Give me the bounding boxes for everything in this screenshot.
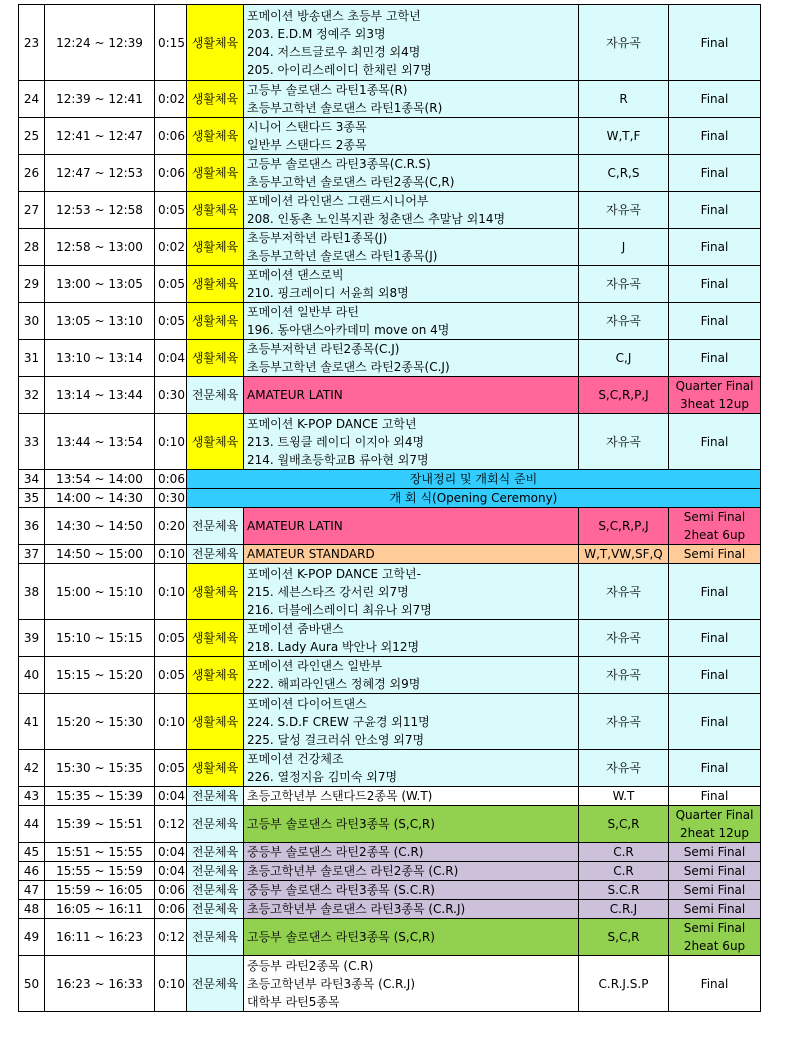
dance-codes: C.R	[579, 843, 669, 862]
duration: 0:04	[155, 787, 187, 806]
time-range: 15:59 ~ 16:05	[45, 881, 155, 900]
dance-codes: W,T,F	[579, 118, 669, 155]
time-range: 13:10 ~ 13:14	[45, 340, 155, 377]
round-line: Semi Final	[683, 845, 746, 859]
duration: 0:30	[155, 489, 187, 508]
category-badge: 전문체육	[187, 881, 244, 900]
round-cell	[669, 750, 761, 787]
category-badge: 생활체육	[187, 340, 244, 377]
table-row	[19, 620, 761, 657]
round-cell	[669, 545, 761, 564]
round-cell	[669, 303, 761, 340]
schedule-body	[19, 5, 761, 1012]
round-line: Final	[700, 92, 729, 106]
table-row	[19, 377, 761, 414]
banner-cell: 장내정리 및 개회식 준비	[187, 470, 761, 489]
event-description	[244, 806, 579, 843]
category-badge: 생활체육	[187, 657, 244, 694]
duration: 0:05	[155, 620, 187, 657]
row-number: 36	[19, 508, 45, 545]
category-badge: 생활체육	[187, 564, 244, 620]
round-line: Semi Final	[683, 883, 746, 897]
dance-codes: W,T,VW,SF,Q	[579, 545, 669, 564]
table-row	[19, 266, 761, 303]
table-row	[19, 956, 761, 1012]
round-line: Final	[700, 976, 729, 991]
round-cell	[669, 340, 761, 377]
time-range: 15:10 ~ 15:15	[45, 620, 155, 657]
table-row	[19, 470, 761, 489]
event-line: 초등부고학년 솔로댄스 라틴1종목(J)	[247, 249, 438, 263]
duration: 0:15	[155, 5, 187, 81]
event-description	[244, 340, 579, 377]
table-row	[19, 192, 761, 229]
event-description	[244, 5, 579, 81]
event-line: AMATEUR LATIN	[247, 519, 343, 533]
row-number: 28	[19, 229, 45, 266]
time-range: 15:00 ~ 15:10	[45, 564, 155, 620]
dance-codes: 자유곡	[579, 620, 669, 657]
event-line: 초등부고학년 솔로댄스 라틴2종목(C.J)	[247, 360, 450, 374]
event-line: 초등부저학년 라틴1종목(J)	[247, 231, 388, 245]
event-line: 초등고학년부 솔로댄스 라틴3종목 (C.R.J)	[247, 902, 466, 916]
round-line: Semi Final	[683, 902, 746, 916]
category-badge: 생활체육	[187, 192, 244, 229]
row-number: 32	[19, 377, 45, 414]
time-range: 16:05 ~ 16:11	[45, 900, 155, 919]
category-badge: 생활체육	[187, 750, 244, 787]
row-number: 23	[19, 5, 45, 81]
event-line: 214. 월배초등학교B 류아현 외7명	[247, 452, 429, 467]
round-cell	[669, 919, 761, 956]
event-line: 208. 인동촌 노인복지관 청춘댄스 추말남 외14명	[247, 212, 506, 226]
round-line: Final	[700, 434, 729, 449]
dance-codes: W.T	[579, 787, 669, 806]
duration: 0:05	[155, 192, 187, 229]
round-line: Final	[700, 714, 729, 729]
row-number: 37	[19, 545, 45, 564]
time-range: 14:30 ~ 14:50	[45, 508, 155, 545]
round-cell	[669, 5, 761, 81]
duration: 0:06	[155, 118, 187, 155]
event-description	[244, 881, 579, 900]
row-number: 26	[19, 155, 45, 192]
dance-codes: 자유곡	[579, 266, 669, 303]
row-number: 47	[19, 881, 45, 900]
event-line: 210. 핑크레이디 서윤희 외8명	[247, 286, 409, 300]
event-line: 중등부 솔로댄스 라틴2종목 (C.R)	[247, 845, 424, 859]
round-line: Final	[700, 584, 729, 599]
schedule-table	[18, 4, 761, 1012]
time-range: 13:05 ~ 13:10	[45, 303, 155, 340]
round-line: Semi Final	[683, 510, 746, 524]
table-row	[19, 787, 761, 806]
table-row	[19, 414, 761, 470]
duration: 0:04	[155, 843, 187, 862]
event-description	[244, 377, 579, 414]
event-description	[244, 266, 579, 303]
row-number: 24	[19, 81, 45, 118]
row-number: 50	[19, 956, 45, 1012]
category-badge: 전문체육	[187, 787, 244, 806]
event-line: 포메이션 K-POP DANCE 고학년-	[247, 566, 421, 581]
duration: 0:05	[155, 266, 187, 303]
row-number: 41	[19, 694, 45, 750]
round-cell	[669, 657, 761, 694]
round-line: Final	[700, 351, 729, 365]
event-line: 196. 동아댄스아카데미 move on 4명	[247, 323, 450, 337]
time-range: 15:30 ~ 15:35	[45, 750, 155, 787]
dance-codes: C.R	[579, 862, 669, 881]
category-badge: 생활체육	[187, 81, 244, 118]
time-range: 15:51 ~ 15:55	[45, 843, 155, 862]
round-cell	[669, 862, 761, 881]
event-line: 시니어 스탠다드 3종목	[247, 120, 367, 134]
event-description	[244, 564, 579, 620]
round-line: Final	[700, 668, 729, 682]
event-line: 대학부 라틴5종목	[247, 994, 340, 1009]
category-badge: 생활체육	[187, 5, 244, 81]
duration: 0:10	[155, 545, 187, 564]
event-description	[244, 303, 579, 340]
event-line: 고등부 솔로댄스 라틴3종목 (S,C,R)	[247, 817, 435, 831]
round-line: Final	[700, 35, 729, 50]
round-line: Final	[700, 314, 729, 328]
dance-codes: R	[579, 81, 669, 118]
dance-codes: 자유곡	[579, 414, 669, 470]
dance-codes: C,J	[579, 340, 669, 377]
round-cell	[669, 843, 761, 862]
duration: 0:05	[155, 303, 187, 340]
row-number: 33	[19, 414, 45, 470]
round-line: Final	[700, 166, 729, 180]
round-cell	[669, 787, 761, 806]
duration: 0:04	[155, 340, 187, 377]
event-line: 포메이션 다이어트댄스	[247, 696, 367, 711]
round-cell	[669, 81, 761, 118]
row-number: 40	[19, 657, 45, 694]
table-row	[19, 118, 761, 155]
event-line: 포메이션 라인댄스 그랜드시니어부	[247, 194, 429, 208]
category-badge: 전문체육	[187, 806, 244, 843]
event-description	[244, 843, 579, 862]
table-row	[19, 340, 761, 377]
category-badge: 생활체육	[187, 266, 244, 303]
event-line: 226. 열정지음 김미숙 외7명	[247, 770, 398, 784]
time-range: 13:54 ~ 14:00	[45, 470, 155, 489]
round-line: 2heat 6up	[683, 528, 746, 542]
round-line: Final	[700, 203, 729, 217]
table-row	[19, 900, 761, 919]
dance-codes: C,R,S	[579, 155, 669, 192]
time-range: 12:39 ~ 12:41	[45, 81, 155, 118]
row-number: 43	[19, 787, 45, 806]
time-range: 13:00 ~ 13:05	[45, 266, 155, 303]
row-number: 27	[19, 192, 45, 229]
row-number: 45	[19, 843, 45, 862]
table-row	[19, 564, 761, 620]
row-number: 34	[19, 470, 45, 489]
row-number: 30	[19, 303, 45, 340]
event-description	[244, 900, 579, 919]
round-cell	[669, 377, 761, 414]
round-cell	[669, 806, 761, 843]
round-line: 2heat 12up	[680, 826, 749, 840]
time-range: 15:39 ~ 15:51	[45, 806, 155, 843]
round-line: Quarter Final	[675, 379, 754, 393]
category-badge: 전문체육	[187, 508, 244, 545]
duration: 0:10	[155, 956, 187, 1012]
event-line: 222. 해피라인댄스 정혜경 외9명	[247, 677, 421, 691]
duration: 0:10	[155, 694, 187, 750]
row-number: 42	[19, 750, 45, 787]
event-line: 포메이션 줌바댄스	[247, 622, 344, 636]
dance-codes: C.R.J	[579, 900, 669, 919]
event-description	[244, 862, 579, 881]
event-line: 224. S.D.F CREW 구윤경 외11명	[247, 714, 430, 729]
event-line: 204. 저스트글로우 최민경 외4명	[247, 44, 421, 59]
event-description	[244, 694, 579, 750]
category-badge: 전문체육	[187, 862, 244, 881]
round-cell	[669, 620, 761, 657]
event-description	[244, 750, 579, 787]
row-number: 25	[19, 118, 45, 155]
event-description	[244, 81, 579, 118]
duration: 0:20	[155, 508, 187, 545]
dance-codes: J	[579, 229, 669, 266]
table-row	[19, 229, 761, 266]
event-description	[244, 155, 579, 192]
event-line: 포메이션 라인댄스 일반부	[247, 659, 383, 673]
time-range: 13:14 ~ 13:44	[45, 377, 155, 414]
category-badge: 전문체육	[187, 545, 244, 564]
round-cell	[669, 118, 761, 155]
event-line: 일반부 스탠다드 2종목	[247, 138, 367, 152]
category-badge: 생활체육	[187, 620, 244, 657]
round-cell	[669, 192, 761, 229]
time-range: 15:35 ~ 15:39	[45, 787, 155, 806]
time-range: 16:11 ~ 16:23	[45, 919, 155, 956]
round-line: Semi Final	[683, 864, 746, 878]
duration: 0:02	[155, 81, 187, 118]
round-cell	[669, 508, 761, 545]
category-badge: 전문체육	[187, 900, 244, 919]
table-row	[19, 750, 761, 787]
dance-codes: 자유곡	[579, 694, 669, 750]
dance-codes: 자유곡	[579, 303, 669, 340]
table-row	[19, 843, 761, 862]
table-row	[19, 155, 761, 192]
event-description	[244, 118, 579, 155]
banner-cell: 개 회 식(Opening Ceremony)	[187, 489, 761, 508]
round-line: Semi Final	[683, 547, 746, 561]
event-line: 213. 트윙클 레이디 이지아 외4명	[247, 434, 425, 449]
dance-codes: S,C,R	[579, 806, 669, 843]
dance-codes: 자유곡	[579, 750, 669, 787]
row-number: 49	[19, 919, 45, 956]
round-line: Semi Final	[683, 921, 746, 935]
round-line: Final	[700, 129, 729, 143]
event-description	[244, 192, 579, 229]
event-line: 215. 세븐스타즈 강서린 외7명	[247, 584, 409, 599]
event-description	[244, 787, 579, 806]
round-line: Final	[700, 631, 729, 645]
round-cell	[669, 564, 761, 620]
time-range: 12:58 ~ 13:00	[45, 229, 155, 266]
category-badge: 생활체육	[187, 155, 244, 192]
row-number: 44	[19, 806, 45, 843]
duration: 0:06	[155, 155, 187, 192]
event-description	[244, 229, 579, 266]
duration: 0:05	[155, 657, 187, 694]
duration: 0:06	[155, 881, 187, 900]
round-cell	[669, 956, 761, 1012]
time-range: 12:41 ~ 12:47	[45, 118, 155, 155]
dance-codes: S,C,R,P,J	[579, 508, 669, 545]
table-row	[19, 303, 761, 340]
time-range: 12:24 ~ 12:39	[45, 5, 155, 81]
event-line: 초등부저학년 라틴2종목(C.J)	[247, 342, 400, 356]
round-cell	[669, 266, 761, 303]
round-line: Final	[700, 761, 729, 775]
event-line: 고등부 솔로댄스 라틴3종목(C.R.S)	[247, 157, 431, 171]
event-line: 초등고학년부 스탠다드2종목 (W.T)	[247, 789, 433, 803]
event-line: AMATEUR LATIN	[247, 388, 343, 402]
duration: 0:12	[155, 919, 187, 956]
event-line: 216. 더블에스레이디 최유나 외7명	[247, 602, 432, 617]
category-badge: 전문체육	[187, 919, 244, 956]
duration: 0:10	[155, 564, 187, 620]
category-badge: 전문체육	[187, 956, 244, 1012]
table-row	[19, 81, 761, 118]
round-cell	[669, 900, 761, 919]
table-row	[19, 5, 761, 81]
category-badge: 생활체육	[187, 118, 244, 155]
round-line: Final	[700, 789, 729, 803]
event-line: 포메이션 댄스로빅	[247, 268, 344, 282]
row-number: 29	[19, 266, 45, 303]
table-row	[19, 862, 761, 881]
dance-codes: 자유곡	[579, 564, 669, 620]
duration: 0:06	[155, 470, 187, 489]
table-row	[19, 508, 761, 545]
event-line: 225. 달성 걸크러쉬 안소영 외7명	[247, 732, 425, 747]
event-line: 포메이션 방송댄스 초등부 고학년	[247, 8, 421, 23]
round-line: 2heat 6up	[683, 939, 746, 953]
event-description	[244, 620, 579, 657]
category-badge: 전문체육	[187, 377, 244, 414]
event-line: 218. Lady Aura 박안나 외12명	[247, 640, 420, 654]
table-row	[19, 545, 761, 564]
round-cell	[669, 414, 761, 470]
duration: 0:05	[155, 750, 187, 787]
time-range: 13:44 ~ 13:54	[45, 414, 155, 470]
event-line: 고등부 솔로댄스 라틴3종목 (S,C,R)	[247, 930, 435, 944]
dance-codes: S,C,R	[579, 919, 669, 956]
duration: 0:12	[155, 806, 187, 843]
table-row	[19, 657, 761, 694]
category-badge: 생활체육	[187, 414, 244, 470]
round-cell	[669, 881, 761, 900]
event-line: 포메이션 K-POP DANCE 고학년	[247, 416, 417, 431]
table-row	[19, 806, 761, 843]
event-line: 203. E.D.M 정예주 외3명	[247, 26, 386, 41]
row-number: 35	[19, 489, 45, 508]
row-number: 46	[19, 862, 45, 881]
round-line: Final	[700, 240, 729, 254]
event-line: 205. 아이리스레이디 한채린 외7명	[247, 62, 432, 77]
round-cell	[669, 229, 761, 266]
duration: 0:02	[155, 229, 187, 266]
table-row	[19, 919, 761, 956]
time-range: 15:20 ~ 15:30	[45, 694, 155, 750]
round-line: Final	[700, 277, 729, 291]
event-description	[244, 545, 579, 564]
duration: 0:30	[155, 377, 187, 414]
event-line: 포메이션 일반부 라틴	[247, 305, 359, 319]
dance-codes: S,C,R,P,J	[579, 377, 669, 414]
duration: 0:06	[155, 900, 187, 919]
time-range: 15:55 ~ 15:59	[45, 862, 155, 881]
dance-codes: C.R.J.S.P	[579, 956, 669, 1012]
duration: 0:04	[155, 862, 187, 881]
event-description	[244, 919, 579, 956]
category-badge: 생활체육	[187, 229, 244, 266]
time-range: 14:00 ~ 14:30	[45, 489, 155, 508]
event-line: 고등부 솔로댄스 라틴1종목(R)	[247, 83, 408, 97]
event-line: 중등부 솔로댄스 라틴3종목 (S.C.R)	[247, 883, 435, 897]
event-line: 초등고학년부 라틴3종목 (C.R.J)	[247, 976, 416, 991]
event-description	[244, 956, 579, 1012]
category-badge: 전문체육	[187, 843, 244, 862]
time-range: 12:53 ~ 12:58	[45, 192, 155, 229]
time-range: 14:50 ~ 15:00	[45, 545, 155, 564]
time-range: 15:15 ~ 15:20	[45, 657, 155, 694]
duration: 0:10	[155, 414, 187, 470]
dance-codes: 자유곡	[579, 192, 669, 229]
dance-codes: 자유곡	[579, 657, 669, 694]
event-description	[244, 657, 579, 694]
table-row	[19, 694, 761, 750]
round-cell	[669, 155, 761, 192]
event-line: AMATEUR STANDARD	[247, 547, 375, 561]
round-line: Quarter Final	[675, 808, 754, 822]
table-row	[19, 489, 761, 508]
category-badge: 생활체육	[187, 303, 244, 340]
round-line: 3heat 12up	[680, 397, 749, 411]
dance-codes: S.C.R	[579, 881, 669, 900]
event-line: 초등고학년부 솔로댄스 라틴2종목 (C.R)	[247, 864, 459, 878]
event-description	[244, 414, 579, 470]
category-badge: 생활체육	[187, 694, 244, 750]
row-number: 31	[19, 340, 45, 377]
time-range: 12:47 ~ 12:53	[45, 155, 155, 192]
event-line: 포메이션 건강체조	[247, 752, 344, 766]
row-number: 38	[19, 564, 45, 620]
dance-codes: 자유곡	[579, 5, 669, 81]
row-number: 48	[19, 900, 45, 919]
event-line: 초등부고학년 솔로댄스 라틴1종목(R)	[247, 101, 443, 115]
event-line: 중등부 라틴2종목 (C.R)	[247, 958, 374, 973]
table-row	[19, 881, 761, 900]
round-cell	[669, 694, 761, 750]
event-line: 초등부고학년 솔로댄스 라틴2종목(C,R)	[247, 175, 455, 189]
time-range: 16:23 ~ 16:33	[45, 956, 155, 1012]
event-description	[244, 508, 579, 545]
row-number: 39	[19, 620, 45, 657]
